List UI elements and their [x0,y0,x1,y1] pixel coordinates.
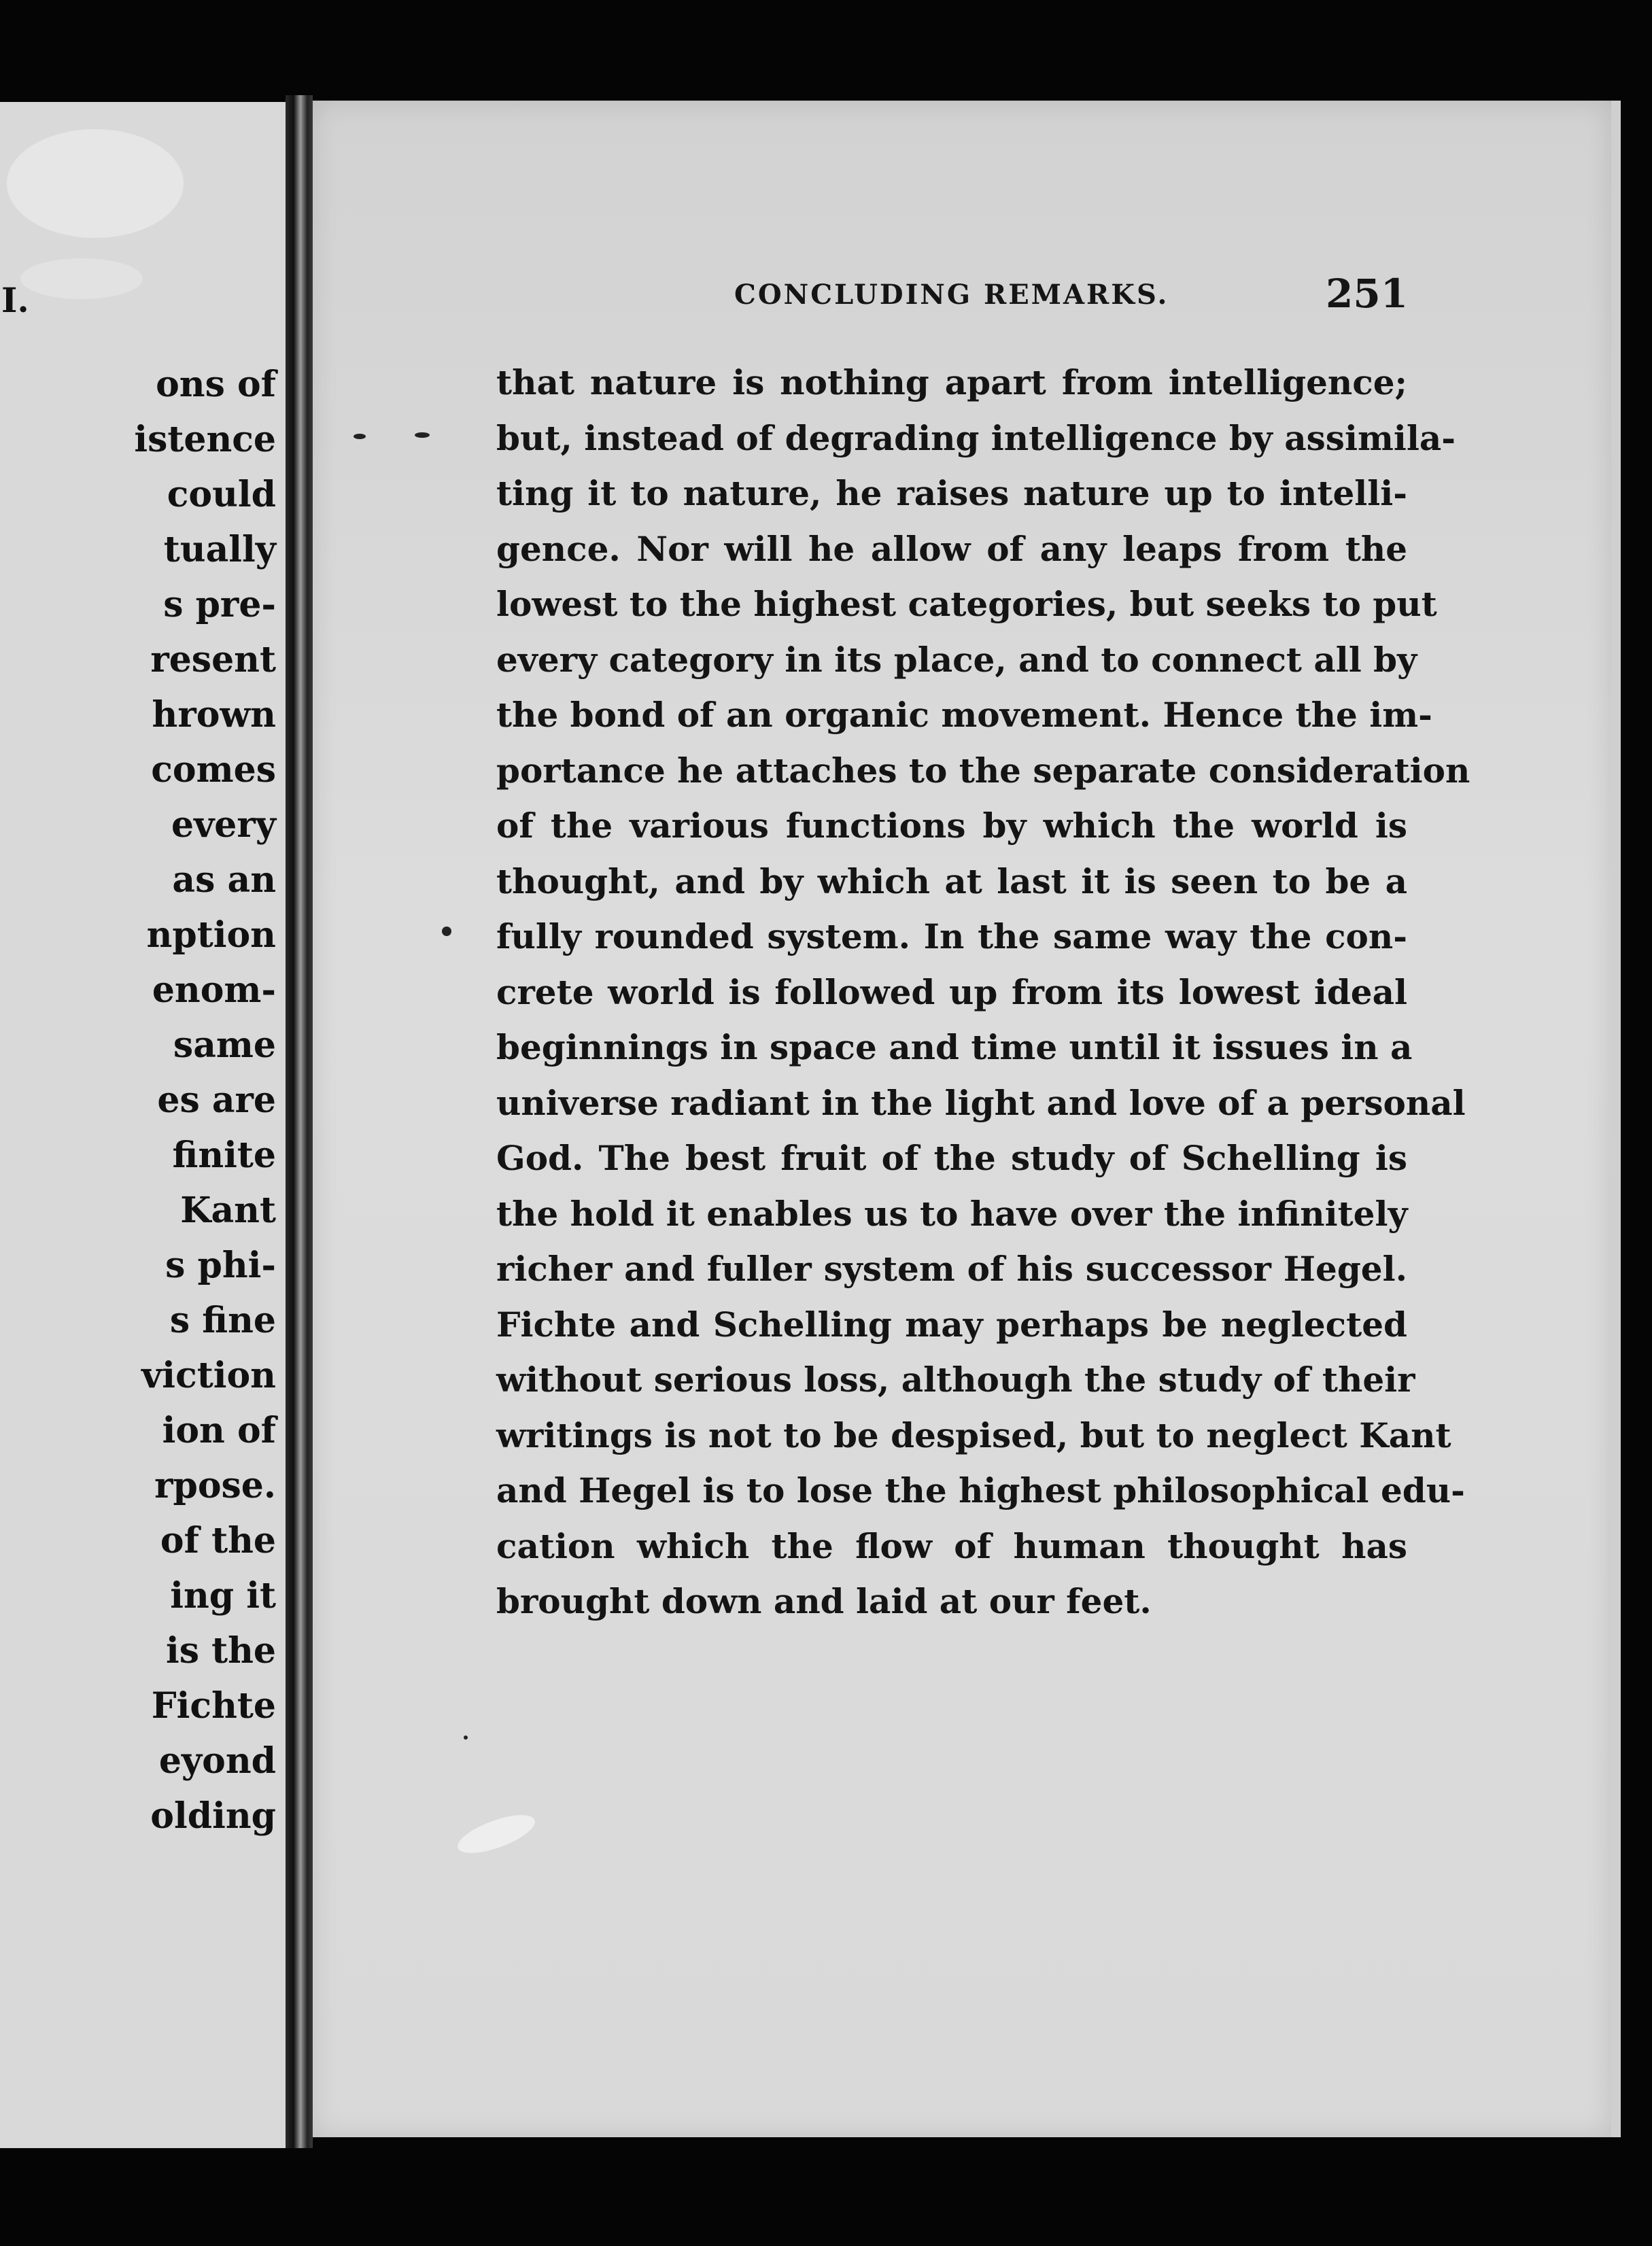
body-line: but, instead of degrading intelligence by assimila- [496,418,1456,458]
left-page-line: es are [157,1079,276,1121]
paper-blemish [20,258,143,299]
margin-speck [464,1735,468,1740]
left-page [0,102,286,2148]
left-page-line: finite [172,1135,276,1176]
left-page-line: istence [134,419,276,460]
left-page-line: rpose. [154,1465,276,1506]
left-page-line: viction [141,1355,276,1396]
body-line: brought down and laid at our feet. [496,1581,1152,1621]
left-page-line: same [173,1024,276,1066]
right-page [313,101,1621,2137]
body-line: universe radiant in the light and love of a personal [496,1083,1466,1123]
left-page-line: s fine [169,1300,276,1341]
body-line: fully rounded system. In the same way the con- [496,916,1407,956]
body-line: beginnings in space and time until it issues in a [496,1027,1413,1067]
body-line: God. The best fruit of the study of Schelling is [496,1138,1407,1178]
left-page-line: eyond [158,1740,276,1782]
body-line: writings is not to be despised, but to neglect Kant [496,1415,1451,1455]
paper-blemish [453,1808,539,1861]
left-page-line: Kant [180,1190,276,1231]
left-page-line: hrown [152,694,276,736]
left-page-line: ion of [162,1410,276,1451]
body-line: richer and fuller system of his successor Hegel. [496,1249,1407,1289]
left-page-line: enom- [152,969,276,1011]
body-line: lowest to the highest categories, but seeks to put [496,584,1437,624]
left-page-line: resent [150,639,276,680]
left-page-line: every [171,804,276,846]
body-line: the bond of an organic movement. Hence the im- [496,695,1432,735]
margin-speck [354,434,366,439]
left-page-line: ing it [170,1575,276,1617]
body-line: without serious loss, although the study of their [496,1360,1415,1400]
body-line: ting it to nature, he raises nature up to intelli- [496,473,1407,513]
body-line: gence. Nor will he allow of any leaps from the [496,529,1407,569]
body-line: crete world is followed up from its lowest ideal [496,972,1407,1012]
left-page-line: nption [146,914,276,956]
margin-speck [442,927,451,936]
left-page-line: as an [172,859,276,901]
left-page-line: tually [163,529,276,570]
left-page-line: ons of [156,364,276,405]
body-line: thought, and by which at last it is seen to be a [496,861,1407,901]
paper-blemish [7,129,184,238]
body-line: and Hegel is to lose the highest philosophical edu- [496,1470,1465,1510]
book-gutter [286,95,313,2148]
left-page-line: s pre- [163,584,276,625]
left-page-line: could [167,474,276,515]
body-line: Fichte and Schelling may perhaps be neglected [496,1305,1407,1345]
body-line: that nature is nothing apart from intelligence; [496,362,1407,402]
left-page-line: is the [165,1630,276,1672]
body-line: of the various functions by which the world is [496,806,1407,846]
body-line: the hold it enables us to have over the infinitely [496,1194,1408,1234]
left-page-header-fragment: I. [1,280,29,320]
left-page-line: Fichte [151,1685,276,1727]
body-line: portance he attaches to the separate consideration [496,750,1470,791]
running-head: CONCLUDING REMARKS. [734,279,1169,311]
body-line: every category in its place, and to connect all by [496,640,1417,680]
left-page-line: s phi- [165,1245,276,1286]
left-page-line: olding [150,1795,276,1837]
margin-speck [415,432,430,438]
body-line: cation which the flow of human thought has [496,1526,1407,1566]
page-number: 251 [1326,271,1409,317]
left-page-line: of the [160,1520,276,1561]
left-page-line: comes [151,749,276,791]
